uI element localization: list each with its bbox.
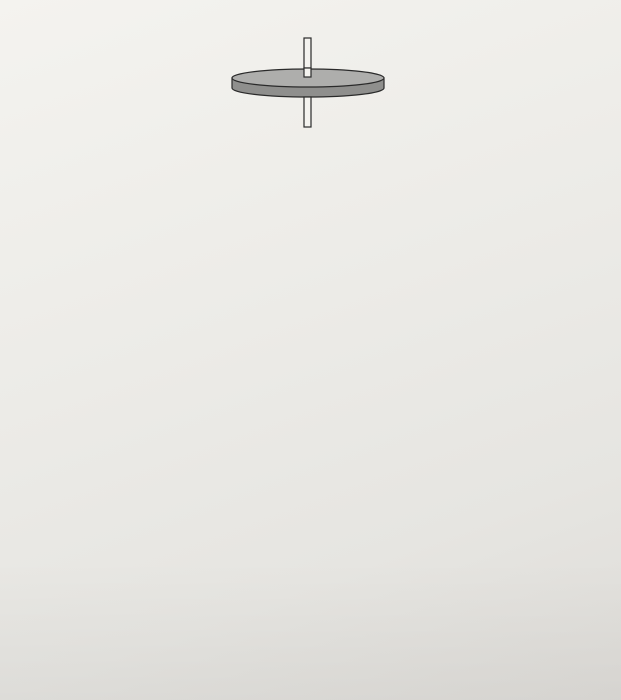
axle-top <box>304 38 311 68</box>
disk-platform-diagram <box>228 36 388 132</box>
paper-shadow <box>0 560 621 700</box>
axle-bottom <box>304 97 311 127</box>
axle-hub <box>304 68 311 77</box>
